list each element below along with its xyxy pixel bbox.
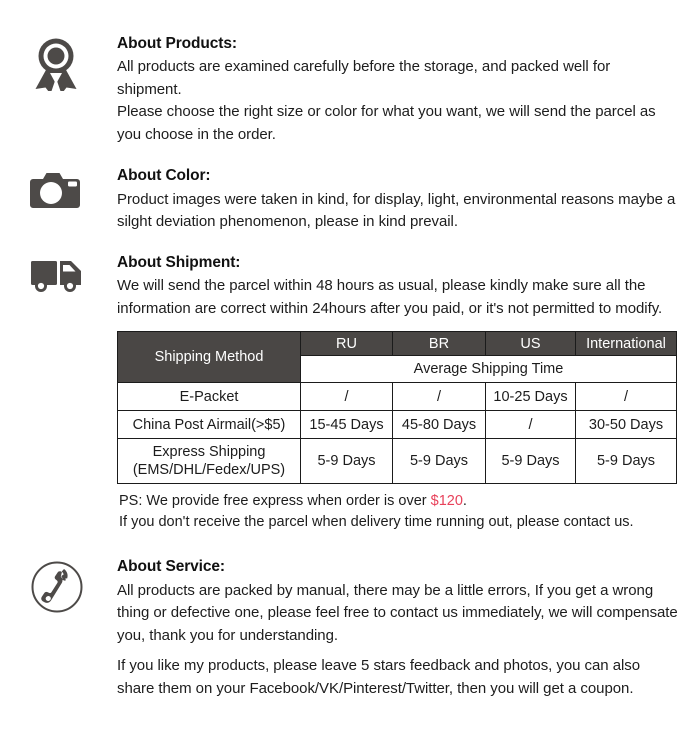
section-about-products xyxy=(0,0,700,146)
header-region-ru: RU xyxy=(301,332,393,356)
about-products-body xyxy=(117,33,700,146)
ps-suffix-text: . xyxy=(462,493,467,510)
header-region-international: International xyxy=(576,332,677,356)
about-service-body xyxy=(117,556,700,700)
section-about-service xyxy=(0,533,700,700)
average-shipping-time-label: Average Shipping Time xyxy=(301,356,677,383)
express-method-line-1: Express Shipping xyxy=(152,444,266,461)
cell-airmail-ru: 15-45 Days xyxy=(301,411,393,439)
row-method-express-shipping xyxy=(118,439,301,484)
camera-icon-wrapper xyxy=(30,165,117,211)
about-service-line-1: All products are packed by manual, there may be a little errors, If you get a wrong thing or defective one, please feel free to contact us immediately, we will compensate you, thank you for understanding. xyxy=(117,581,678,644)
phone-handset-icon xyxy=(30,560,84,614)
about-shipment-body xyxy=(117,252,700,533)
cell-epacket-international: / xyxy=(576,383,677,411)
cell-airmail-us: / xyxy=(486,411,576,439)
about-products-line-2: Please choose the right size or color for what you want, we will send the parcel as you choose in the order. xyxy=(117,103,656,143)
cell-epacket-br: / xyxy=(393,383,486,411)
about-color-body xyxy=(117,165,700,233)
shipping-method-table xyxy=(117,331,677,484)
header-region-us: US xyxy=(486,332,576,356)
delivery-truck-icon-wrapper xyxy=(30,252,117,296)
table-row xyxy=(118,383,677,411)
shipping-table-wrapper xyxy=(117,331,678,484)
about-service-heading: About Service: xyxy=(117,558,225,576)
about-color-heading: About Color: xyxy=(117,167,211,185)
header-region-br: BR xyxy=(393,332,486,356)
about-products-line-1: All products are examined carefully before the storage, and packed well for shipment. xyxy=(117,58,611,98)
table-header-row xyxy=(118,332,677,356)
cell-airmail-br: 45-80 Days xyxy=(393,411,486,439)
about-service-line-2: If you like my products, please leave 5 stars feedback and photos, you can also share them on your Facebook/VK/Pinterest/Twitter, then you will get a coupon. xyxy=(117,657,641,697)
cell-express-ru: 5-9 Days xyxy=(301,439,393,484)
delivery-truck-icon xyxy=(30,256,86,296)
row-method-china-post-airmail: China Post Airmail(>$5) xyxy=(118,411,301,439)
about-color-line-1: Product images were taken in kind, for display, light, environmental reasons maybe a silght deviation phenomenon, please in kind prevail. xyxy=(117,190,676,231)
ps-prefix-text: PS: We provide free express when order is over xyxy=(119,493,431,510)
ps-delivery-contact-note: If you don't receive the parcel when delivery time running out, please contact us. xyxy=(119,514,634,531)
cell-express-us: 5-9 Days xyxy=(486,439,576,484)
cell-airmail-international: 30-50 Days xyxy=(576,411,677,439)
award-ribbon-icon xyxy=(30,37,82,91)
ps-free-express-note xyxy=(119,491,678,512)
table-row xyxy=(118,439,677,484)
cell-epacket-us: 10-25 Days xyxy=(486,383,576,411)
cell-express-international: 5-9 Days xyxy=(576,439,677,484)
cell-express-br: 5-9 Days xyxy=(393,439,486,484)
section-about-shipment xyxy=(0,234,700,533)
award-ribbon-icon-wrapper xyxy=(30,33,117,91)
table-row xyxy=(118,411,677,439)
section-about-color xyxy=(0,146,700,233)
cell-epacket-ru: / xyxy=(301,383,393,411)
camera-icon xyxy=(30,169,82,211)
phone-handset-icon-wrapper xyxy=(30,556,117,614)
ps-notes xyxy=(117,491,678,533)
ps-price-threshold: $120 xyxy=(430,493,463,510)
row-method-epacket: E-Packet xyxy=(118,383,301,411)
paragraph-spacer xyxy=(117,647,678,655)
about-shipment-line-1: We will send the parcel within 48 hours as usual, please kindly make sure all the information are correct within 24hours after you paid, or it's not permitted to modify. xyxy=(117,277,663,317)
about-products-heading: About Products: xyxy=(117,35,237,52)
express-method-line-2: (EMS/DHL/Fedex/UPS) xyxy=(132,462,286,479)
about-shipment-heading: About Shipment: xyxy=(117,253,241,271)
header-shipping-method: Shipping Method xyxy=(118,332,301,383)
